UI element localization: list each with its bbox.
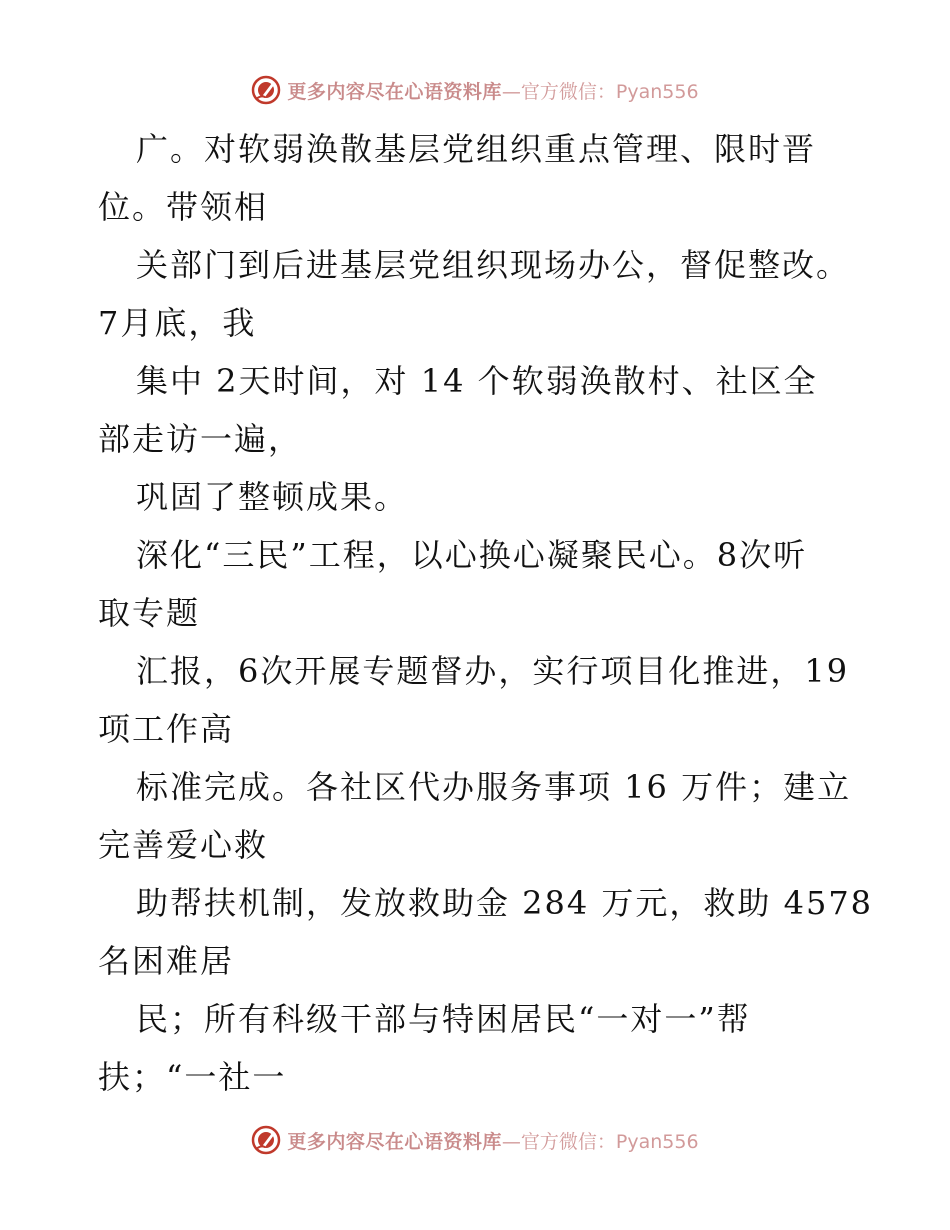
text-line: 汇报，6次开展专题督办，实行项目化推进，19 <box>136 652 850 690</box>
text-line: 取专题 <box>98 594 201 632</box>
header-banner-title: 更多内容尽在心语资料库 <box>287 80 502 103</box>
pen-seal-icon <box>251 75 281 105</box>
document-body <box>98 120 874 1106</box>
text-line: 标准完成。各社区代办服务事项 16 万件；建立 <box>136 768 852 806</box>
text-line: 广。对软弱涣散基层党组织重点管理、限时晋 <box>136 130 817 168</box>
footer-banner-contact: —官方微信：Pyan556 <box>501 1130 699 1153</box>
text-line: 完善爱心救 <box>98 826 269 864</box>
header-banner-contact: —官方微信：Pyan556 <box>501 80 699 103</box>
text-line: 项工作高 <box>98 710 235 748</box>
header-watermark-banner <box>0 70 950 110</box>
pen-seal-icon <box>251 1125 281 1155</box>
text-line: 7月底，我 <box>98 304 257 342</box>
text-line: 扶；“一社一 <box>98 1058 287 1096</box>
footer-watermark-banner <box>0 1120 950 1160</box>
text-line: 深化“三民”工程，以心换心凝聚民心。8次听 <box>136 536 808 574</box>
text-line: 名困难居 <box>98 942 235 980</box>
text-line: 巩固了整顿成果。 <box>136 478 409 516</box>
text-line: 助帮扶机制，发放救助金 284 万元，救助 4578 <box>136 884 874 922</box>
text-line: 关部门到后进基层党组织现场办公，督促整改。 <box>136 246 851 284</box>
footer-banner-title: 更多内容尽在心语资料库 <box>287 1130 502 1153</box>
text-line: 部走访一遍， <box>98 420 303 458</box>
text-line: 集中 2天时间，对 14 个软弱涣散村、社区全 <box>136 362 818 400</box>
text-line: 民；所有科级干部与特困居民“一对一”帮 <box>136 1000 751 1038</box>
text-line: 位。带领相 <box>98 188 269 226</box>
